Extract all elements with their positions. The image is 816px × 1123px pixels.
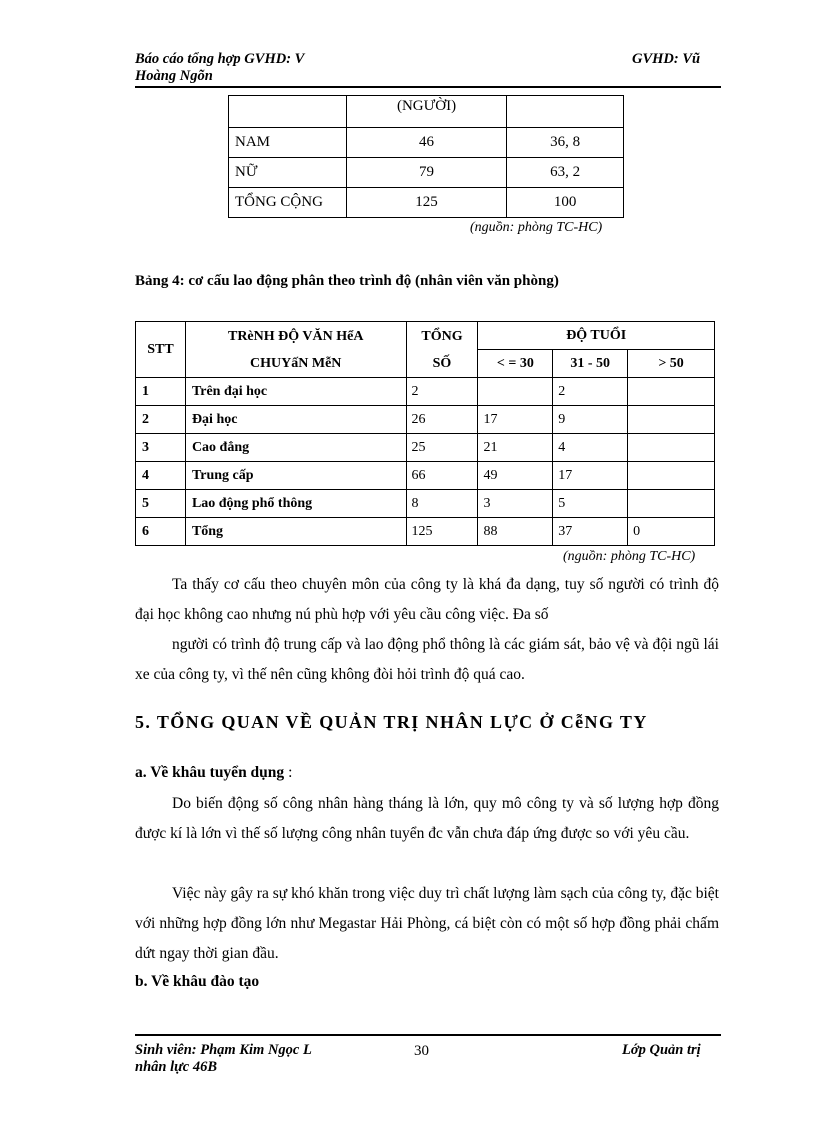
table1-source: (nguồn: phòng TC-HC): [470, 220, 603, 235]
table-cell: [507, 96, 624, 128]
age-cell: 49: [478, 462, 553, 490]
table-row: [229, 128, 624, 158]
section-title: 5. TỔNG QUAN VỀ QUẢN TRỊ NHÂN LỰC Ở CễNG TY: [135, 712, 648, 732]
age-cell: 17: [478, 406, 553, 434]
header-rule: [135, 86, 721, 88]
age-group-header: 31 - 50: [553, 350, 628, 378]
paragraph: Việc này gây ra sự khó khăn trong việc duy trì chất lượng làm sạch của công ty, đặc biệt với những hợp đồng lớn như Megastar Hải Phòng, cá biệt còn có một số hợp đồng phải chấm dứt ngay thời gian đầu.: [135, 885, 719, 962]
table-row: [229, 158, 624, 188]
age-cell: [628, 434, 715, 462]
level-cell: Cao đẳng: [185, 434, 406, 462]
table2-source: (nguồn: phòng TC-HC): [563, 549, 696, 564]
total-cell: 125: [406, 518, 478, 546]
level-header-line1: TRèNH ĐỘ VĂN HểA: [227, 328, 364, 344]
unit-header: (NGƯỜI): [346, 96, 507, 128]
paragraph: Do biến động số công nhân hàng tháng là lớn, quy mô công ty và số lượng hợp đồng được kí là lớn vì thế số lượng công nhân tuyển đc vẫn chưa đáp ứng được so với yêu cầu.: [135, 795, 719, 842]
footer-left-line2: nhân lực 46B: [135, 1059, 218, 1075]
table-row: [136, 406, 715, 434]
total-cell: 25: [406, 434, 478, 462]
stt-cell: 3: [136, 434, 186, 462]
age-group-header: > 50: [628, 350, 715, 378]
age-cell: [628, 378, 715, 406]
table-row: [136, 490, 715, 518]
age-cell: [628, 490, 715, 518]
total-header: [406, 322, 478, 378]
total-cell: 26: [406, 406, 478, 434]
age-cell: 3: [478, 490, 553, 518]
age-cell: 21: [478, 434, 553, 462]
level-cell: Trung cấp: [185, 462, 406, 490]
paragraph: Ta thấy cơ cấu theo chuyên môn của công ty là khá đa dạng, tuy số người có trình độ đại học không cao nhưng nú phù hợp với yêu cầu công việc. Đa số: [135, 576, 719, 623]
level-cell: Trên đại học: [185, 378, 406, 406]
subheading-b: b. Về khâu đào tạo: [135, 973, 260, 990]
row-percent: 36, 8: [507, 128, 624, 158]
total-header-line1: TỔNG: [421, 328, 463, 344]
age-cell: 9: [553, 406, 628, 434]
table2-caption: Bảng 4: cơ cấu lao động phân theo trình độ (nhân viên văn phòng): [135, 273, 559, 289]
paragraph: người có trình độ trung cấp và lao động phổ thông là các giám sát, bảo vệ và đội ngũ lái xe của công ty, vì thế nên cũng không đòi hỏi trình độ quá cao.: [135, 636, 719, 683]
table-row: [136, 378, 715, 406]
header-left-line2: Hoàng Ngõn: [135, 68, 213, 84]
total-cell: 66: [406, 462, 478, 490]
header-right: GVHD: Vũ: [632, 51, 701, 67]
row-label: TỔNG CỘNG: [229, 188, 347, 218]
level-cell: Lao động phổ thông: [185, 490, 406, 518]
subheading-a-label: a. Về khâu tuyển dụng: [135, 764, 285, 781]
row-count: 125: [346, 188, 507, 218]
row-percent: 63, 2: [507, 158, 624, 188]
footer-right: Lớp Quản trị: [622, 1042, 701, 1058]
subheading-a-colon: :: [284, 764, 293, 781]
table-row: [229, 96, 624, 128]
total-header-line2: SỐ: [432, 355, 452, 371]
level-cell: Tổng: [185, 518, 406, 546]
age-header: ĐỘ TUỔI: [478, 322, 715, 350]
level-cell: Đại học: [185, 406, 406, 434]
row-label: NỮ: [229, 158, 347, 188]
footer-rule: [135, 1034, 721, 1036]
row-count: 46: [346, 128, 507, 158]
stt-cell: 5: [136, 490, 186, 518]
age-cell: 0: [628, 518, 715, 546]
age-group-header: < = 30: [478, 350, 553, 378]
gender-table: [228, 95, 624, 218]
row-label: NAM: [229, 128, 347, 158]
level-header-line2: CHUYấN MễN: [250, 355, 342, 371]
row-count: 79: [346, 158, 507, 188]
education-table: [135, 321, 715, 546]
age-cell: [628, 406, 715, 434]
age-cell: 4: [553, 434, 628, 462]
age-cell: 2: [553, 378, 628, 406]
stt-cell: 6: [136, 518, 186, 546]
stt-cell: 2: [136, 406, 186, 434]
age-cell: 5: [553, 490, 628, 518]
table-cell: [229, 96, 347, 128]
table-row: [136, 462, 715, 490]
subheading-a: [135, 764, 292, 782]
stt-cell: 4: [136, 462, 186, 490]
table-header-row: [136, 322, 715, 350]
age-cell: 37: [553, 518, 628, 546]
page-number: 30: [414, 1043, 429, 1059]
age-cell: [628, 462, 715, 490]
stt-header: STT: [136, 322, 186, 378]
total-cell: 8: [406, 490, 478, 518]
header-left-line1: Báo cáo tổng hợp GVHD: V: [135, 51, 305, 67]
table-row: [136, 434, 715, 462]
level-header: [185, 322, 406, 378]
age-cell: [478, 378, 553, 406]
row-percent: 100: [507, 188, 624, 218]
footer-left-line1: Sinh viên: Phạm Kim Ngọc L: [135, 1042, 312, 1058]
stt-cell: 1: [136, 378, 186, 406]
table-row: [136, 518, 715, 546]
age-cell: 17: [553, 462, 628, 490]
age-cell: 88: [478, 518, 553, 546]
total-cell: 2: [406, 378, 478, 406]
table-row: [229, 188, 624, 218]
